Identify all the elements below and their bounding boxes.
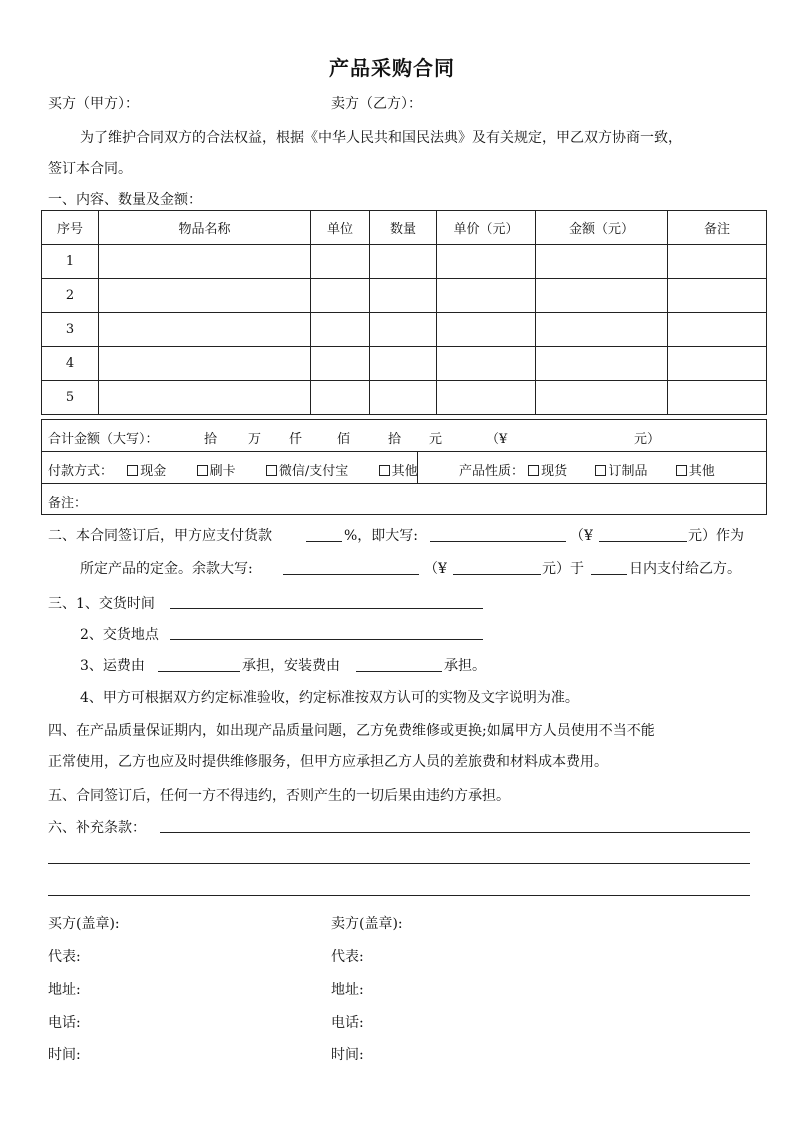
balance-days-field[interactable]	[591, 574, 627, 575]
row-number: 5	[42, 381, 99, 415]
table-row	[42, 245, 767, 279]
clause-2-part-f: （¥	[424, 561, 447, 577]
buyer-time-label: 时间:	[48, 1047, 81, 1063]
clause-2-part-d: 元）作为	[688, 528, 744, 544]
unit-price-cell[interactable]	[437, 313, 536, 347]
clause-3-item-3c: 承担。	[444, 658, 486, 674]
items-table	[41, 210, 767, 415]
header-quantity: 数量	[370, 211, 437, 245]
total-unit-shi-wan: 拾	[204, 432, 218, 447]
nature-option-custom[interactable]: 订制品	[595, 464, 647, 479]
nature-option-in-stock[interactable]: 现货	[528, 464, 567, 479]
row-number: 2	[42, 279, 99, 313]
amount-cell[interactable]	[536, 279, 668, 313]
remark-cell[interactable]	[668, 313, 767, 347]
header-unit: 单位	[311, 211, 370, 245]
clause-2-part-h: 日内支付给乙方。	[629, 561, 741, 577]
remark-cell[interactable]	[668, 381, 767, 415]
buyer-rep-label: 代表:	[48, 949, 81, 965]
total-yen-open: （¥	[486, 432, 508, 447]
unit-price-cell[interactable]	[437, 245, 536, 279]
buyer-label: 买方（甲方）：	[48, 96, 139, 112]
seller-address-label: 地址:	[331, 982, 364, 998]
total-yen-close: 元）	[634, 432, 661, 447]
buyer-seal-label: 买方(盖章):	[48, 916, 120, 932]
seller-seal-label: 卖方(盖章):	[331, 916, 403, 932]
header-remark: 备注	[668, 211, 767, 245]
remark-cell[interactable]	[668, 279, 767, 313]
total-unit-yuan: 元	[429, 432, 443, 447]
clause-2-part-e: 所定产品的定金。余款大写:	[80, 561, 253, 577]
clause-2-part-a: 二、本合同签订后，甲方应支付货款	[48, 528, 272, 544]
payment-option-other[interactable]: 其他	[379, 464, 418, 479]
clause-3-item-2: 2、交货地点	[80, 627, 159, 643]
amount-cell[interactable]	[536, 245, 668, 279]
product-nature-label: 产品性质：	[459, 464, 525, 479]
row-number: 3	[42, 313, 99, 347]
total-unit-wan: 万	[248, 432, 262, 447]
contract-title: 产品采购合同	[329, 56, 455, 80]
intro-text-line1: 为了维护合同双方的合法权益，根据《中华人民共和国民法典》及有关规定，甲乙双方协商一致，	[80, 130, 682, 146]
amount-cell[interactable]	[536, 347, 668, 381]
table-row	[42, 313, 767, 347]
intro-text-line2: 签订本合同。	[48, 161, 132, 177]
header-index: 序号	[42, 211, 99, 245]
unit-cell[interactable]	[311, 245, 370, 279]
remark-cell[interactable]	[668, 245, 767, 279]
unit-cell[interactable]	[311, 347, 370, 381]
table-header-row	[42, 211, 767, 245]
payment-method-label: 付款方式：	[48, 464, 114, 479]
unit-cell[interactable]	[311, 313, 370, 347]
total-amount-label: 合计金额（大写）：	[48, 432, 159, 447]
table-row	[42, 347, 767, 381]
table-remark-label: 备注：	[48, 496, 88, 511]
clause-2-part-b: %，即大写:	[344, 528, 419, 544]
quantity-cell[interactable]	[370, 347, 437, 381]
total-unit-qian: 仟	[289, 432, 303, 447]
unit-cell[interactable]	[311, 279, 370, 313]
divider	[41, 483, 766, 484]
section-1-heading: 一、内容、数量及金额：	[48, 192, 202, 208]
total-unit-shi: 拾	[388, 432, 402, 447]
payment-option-cash[interactable]: 现金	[127, 464, 166, 479]
table-row	[42, 279, 767, 313]
clause-2-part-g: 元）于	[542, 561, 584, 577]
clause-3-item-3a: 3、运费由	[80, 658, 145, 674]
checkbox-icon	[379, 465, 390, 476]
checkbox-icon	[676, 465, 687, 476]
clause-6-label: 六、补充条款：	[48, 820, 146, 836]
remark-cell[interactable]	[668, 347, 767, 381]
item-name-cell[interactable]	[99, 313, 311, 347]
nature-option-other[interactable]: 其他	[676, 464, 715, 479]
quantity-cell[interactable]	[370, 381, 437, 415]
deposit-amount-words-field[interactable]	[430, 541, 566, 542]
row-number: 1	[42, 245, 99, 279]
amount-cell[interactable]	[536, 381, 668, 415]
installation-payer-field[interactable]	[356, 671, 442, 672]
balance-amount-words-field[interactable]	[283, 574, 419, 575]
amount-cell[interactable]	[536, 313, 668, 347]
header-unit-price: 单价（元）	[437, 211, 536, 245]
deposit-amount-number-field[interactable]	[599, 541, 687, 542]
buyer-address-label: 地址:	[48, 982, 81, 998]
checkbox-icon	[595, 465, 606, 476]
buyer-phone-label: 电话:	[48, 1015, 81, 1031]
header-item-name: 物品名称	[99, 211, 311, 245]
payment-option-wechat-alipay[interactable]: 微信/支付宝	[266, 464, 348, 479]
payment-method-row	[48, 460, 418, 479]
supplementary-terms-line-3[interactable]	[48, 895, 750, 896]
quantity-cell[interactable]	[370, 279, 437, 313]
checkbox-icon	[528, 465, 539, 476]
checkbox-icon	[197, 465, 208, 476]
item-name-cell[interactable]	[99, 279, 311, 313]
checkbox-icon	[127, 465, 138, 476]
delivery-time-field[interactable]	[170, 608, 483, 609]
item-name-cell[interactable]	[99, 245, 311, 279]
checkbox-icon	[266, 465, 277, 476]
deposit-percent-field[interactable]	[306, 541, 342, 542]
unit-price-cell[interactable]	[437, 279, 536, 313]
total-unit-bai: 佰	[337, 432, 351, 447]
divider	[41, 451, 766, 452]
supplementary-terms-line-2[interactable]	[48, 863, 750, 864]
clause-4-line-1: 四、在产品质量保证期内，如出现产品质量问题，乙方免费维修或更换;如属甲方人员使用不当不能	[48, 723, 655, 739]
seller-label: 卖方（乙方）：	[331, 96, 422, 112]
seller-time-label: 时间:	[331, 1047, 364, 1063]
delivery-place-field[interactable]	[170, 639, 483, 640]
quantity-cell[interactable]	[370, 313, 437, 347]
freight-payer-field[interactable]	[158, 671, 240, 672]
clause-3-item-4: 4、甲方可根据双方约定标准验收，约定标准按双方认可的实物及文字说明为准。	[80, 690, 579, 706]
unit-cell[interactable]	[311, 381, 370, 415]
quantity-cell[interactable]	[370, 245, 437, 279]
item-name-cell[interactable]	[99, 381, 311, 415]
header-amount: 金额（元）	[536, 211, 668, 245]
item-name-cell[interactable]	[99, 347, 311, 381]
clause-4-line-2: 正常使用，乙方也应及时提供维修服务，但甲方应承担乙方人员的差旅费和材料成本费用。	[48, 754, 608, 770]
clause-3-item-1: 三、1、交货时间	[48, 596, 155, 612]
seller-phone-label: 电话:	[331, 1015, 364, 1031]
unit-price-cell[interactable]	[437, 347, 536, 381]
supplementary-terms-field[interactable]	[160, 832, 750, 833]
clause-2-part-c: （¥	[570, 528, 593, 544]
clause-5: 五、合同签订后，任何一方不得违约，否则产生的一切后果由违约方承担。	[48, 788, 510, 804]
table-row	[42, 381, 767, 415]
payment-option-card[interactable]: 刷卡	[197, 464, 236, 479]
balance-amount-number-field[interactable]	[453, 574, 541, 575]
product-nature-row	[459, 460, 715, 479]
unit-price-cell[interactable]	[437, 381, 536, 415]
row-number: 4	[42, 347, 99, 381]
clause-3-item-3b: 承担，安装费由	[242, 658, 340, 674]
seller-rep-label: 代表:	[331, 949, 364, 965]
